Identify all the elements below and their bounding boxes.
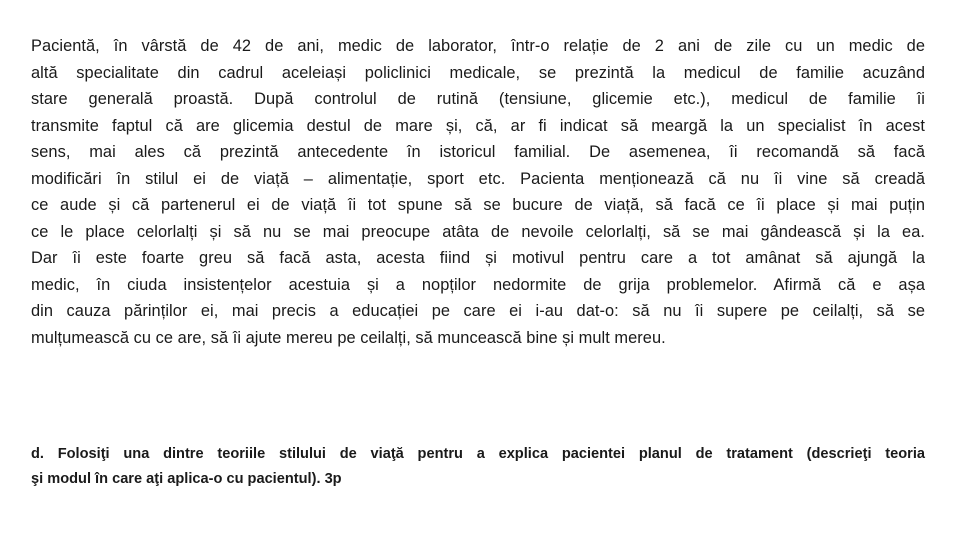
case-line: transmite faptul că are glicemia destul de mare și, că, ar fi indicat să meargă la un specialist în acest [31, 116, 925, 135]
task-line: d. Folosiţi una dintre teoriile stilului de viaţă pentru a explica pacientei planul de tratament (descrieţi teoria [31, 446, 925, 462]
case-line: medic, în ciuda insistențelor acestuia și a nopților nedormite de grija problemelor. Afirmă că e așa [31, 275, 925, 294]
case-line: din cauza părinților ei, mai precis a educației pe care ei i-au dat-o: să nu îi supere pe ceilalți, să se [31, 302, 925, 320]
case-line: modificări în stilul ei de viață – alimentație, sport etc. Pacienta menționează că nu îi vine să creadă [31, 169, 925, 188]
case-line: mulțumească cu ce are, să îi ajute mereu pe ceilalți, să muncească bine și mult mereu. [31, 328, 666, 347]
case-line: Dar îi este foarte greu să facă asta, acesta fiind și motivul pentru care a tot amânat să ajungă la [31, 249, 925, 267]
case-line: sens, mai ales că prezintă antecedente în istoricul familial. De asemenea, îi recomandă să facă [31, 143, 925, 161]
case-line: ce le place celorlalți și să nu se mai preocupe atâta de nevoile celorlalți, să se mai gândească și la ea. [31, 222, 925, 241]
case-line: stare generală proastă. După controlul de rutină (tensiune, glicemie etc.), medicul de familie îi [31, 90, 925, 108]
task-question [31, 442, 925, 492]
case-description-paragraph [31, 33, 925, 351]
case-line: Pacientă, în vârstă de 42 de ani, medic de laborator, într-o relație de 2 ani de zile cu un medic de [31, 37, 925, 55]
case-line: ce aude și că partenerul ei de viață îi tot spune să se bucure de viață, să facă ce îi place și mai puțin [31, 196, 925, 214]
case-line: altă specialitate din cadrul aceleiași policlinici medicale, se prezintă la medicul de familie acuzând [31, 63, 925, 82]
task-line: şi modul în care aţi aplica-o cu pacientul). 3p [31, 471, 342, 487]
